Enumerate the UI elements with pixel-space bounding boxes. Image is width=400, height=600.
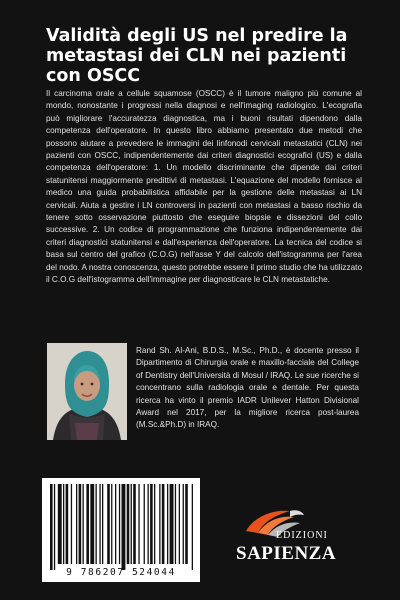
isbn-barcode <box>42 478 200 582</box>
description-text: Il carcinoma orale a cellule squamose (OSCC) è il tumore maligno più comune al mondo, nonostante i progressi nella diagnosi e nell'imaging radiologico. L'ecografia può migliorare l'accuratezza diagnostica, ma i buoni risultati dipendono dalla competenza dell'operatore. In questo libro abbiamo presentato due metodi che possono aiutare a prevedere le immagini dei linfonodi cervicali metastatici (CLN) nei pazienti con OSCC, indipendentemente dai criteri diagnostici ecografici (US) e dalla competenza dell'operatore: 1. Un modello discriminante che dipende dai criteri statunitensi maggiormente predittivi di metastasi. L'equazione del modello fornisce al medico una guida probabilistica affidabile per la gestione delle metastasi ai LN cervicali. Aiuta a gestire i LN controversi in pazienti con metastasi a basso rischio da tenere sotto osservazione piuttosto che eseguire biopsie e dissezioni del collo successive. 2. Un codice di programmazione che funziona indipendentemente dai criteri diagnostici statunitensi e dall'esperienza dell'operatore. La tecnica del codice si basa sul centro del grafico (C.O.G) nell'asse Y del calcolo dell'istogramma per l'area del nodo. A nostra conoscenza, questo potrebbe essere il primo studio che ha utilizzato il C.O.G dell'istogramma dell'immagine per diagnosticare le CLN metastatiche. <box>46 89 362 285</box>
barcode-bar <box>58 484 62 564</box>
barcode-bar <box>148 484 149 564</box>
barcode-bar <box>185 484 188 564</box>
author-photo <box>47 343 127 440</box>
barcode-bar <box>102 484 103 564</box>
barcode-bar <box>122 484 126 570</box>
book-title: Validità degli US nel predire la metastasi dei CLN nei pazienti con OSCC <box>46 26 348 86</box>
barcode-bar <box>127 484 130 564</box>
barcode-bar <box>138 484 139 564</box>
barcode-bar <box>154 484 155 564</box>
barcode-bar <box>50 484 53 570</box>
barcode-bar <box>111 484 112 564</box>
publisher-imprint: EDIZIONI <box>276 530 328 541</box>
barcode-bar <box>90 484 94 564</box>
publisher-name: SAPIENZA <box>236 543 337 564</box>
barcode-bar <box>179 484 180 564</box>
barcode-bar <box>96 484 97 564</box>
barcode-bar <box>131 484 132 564</box>
barcode-bar <box>83 484 84 564</box>
barcode-bar <box>133 484 136 564</box>
barcode-bar <box>115 484 116 564</box>
barcode-bar <box>144 484 145 564</box>
barcode-bar <box>119 484 120 564</box>
barcode-bar <box>162 484 165 564</box>
book-description <box>46 88 362 287</box>
barcode-bar <box>150 484 153 564</box>
author-bio <box>136 345 359 432</box>
barcode-bar <box>66 484 69 564</box>
barcode-bar <box>175 484 176 564</box>
author-portrait-image <box>47 343 127 440</box>
author-bio-text: Rand Sh. Al-Ani, B.D.S., M.Sc., Ph.D., è docente presso il Dipartimento di Chirurgia orale e maxillo-facciale del College of Dentistry dell'Università di Mosul / IRAQ. Le sue ricerche si concentrano sulla radiologia orale e dentale. Per questa ricerca ha vinto il premio IADR Unilever Hatton Divisional Award nel 2017, per la migliore ricerca post-laurea (M.Sc.&Ph.D) in IRAQ. <box>136 346 359 430</box>
barcode-bar <box>76 484 77 564</box>
barcode-bar <box>63 484 64 564</box>
barcode-bar <box>71 484 72 564</box>
barcode-bar <box>192 484 193 570</box>
barcode-bar <box>170 484 174 564</box>
isbn-number: 9 786207 524044 <box>66 567 176 578</box>
barcode-bar <box>159 484 160 564</box>
barcode-bar <box>107 484 110 564</box>
barcode-bar <box>183 484 184 564</box>
barcode-bar <box>79 484 82 564</box>
barcode-bar <box>99 484 100 564</box>
barcode-bar <box>54 484 55 570</box>
barcode-bar <box>86 484 89 564</box>
barcode-bar <box>167 484 168 564</box>
